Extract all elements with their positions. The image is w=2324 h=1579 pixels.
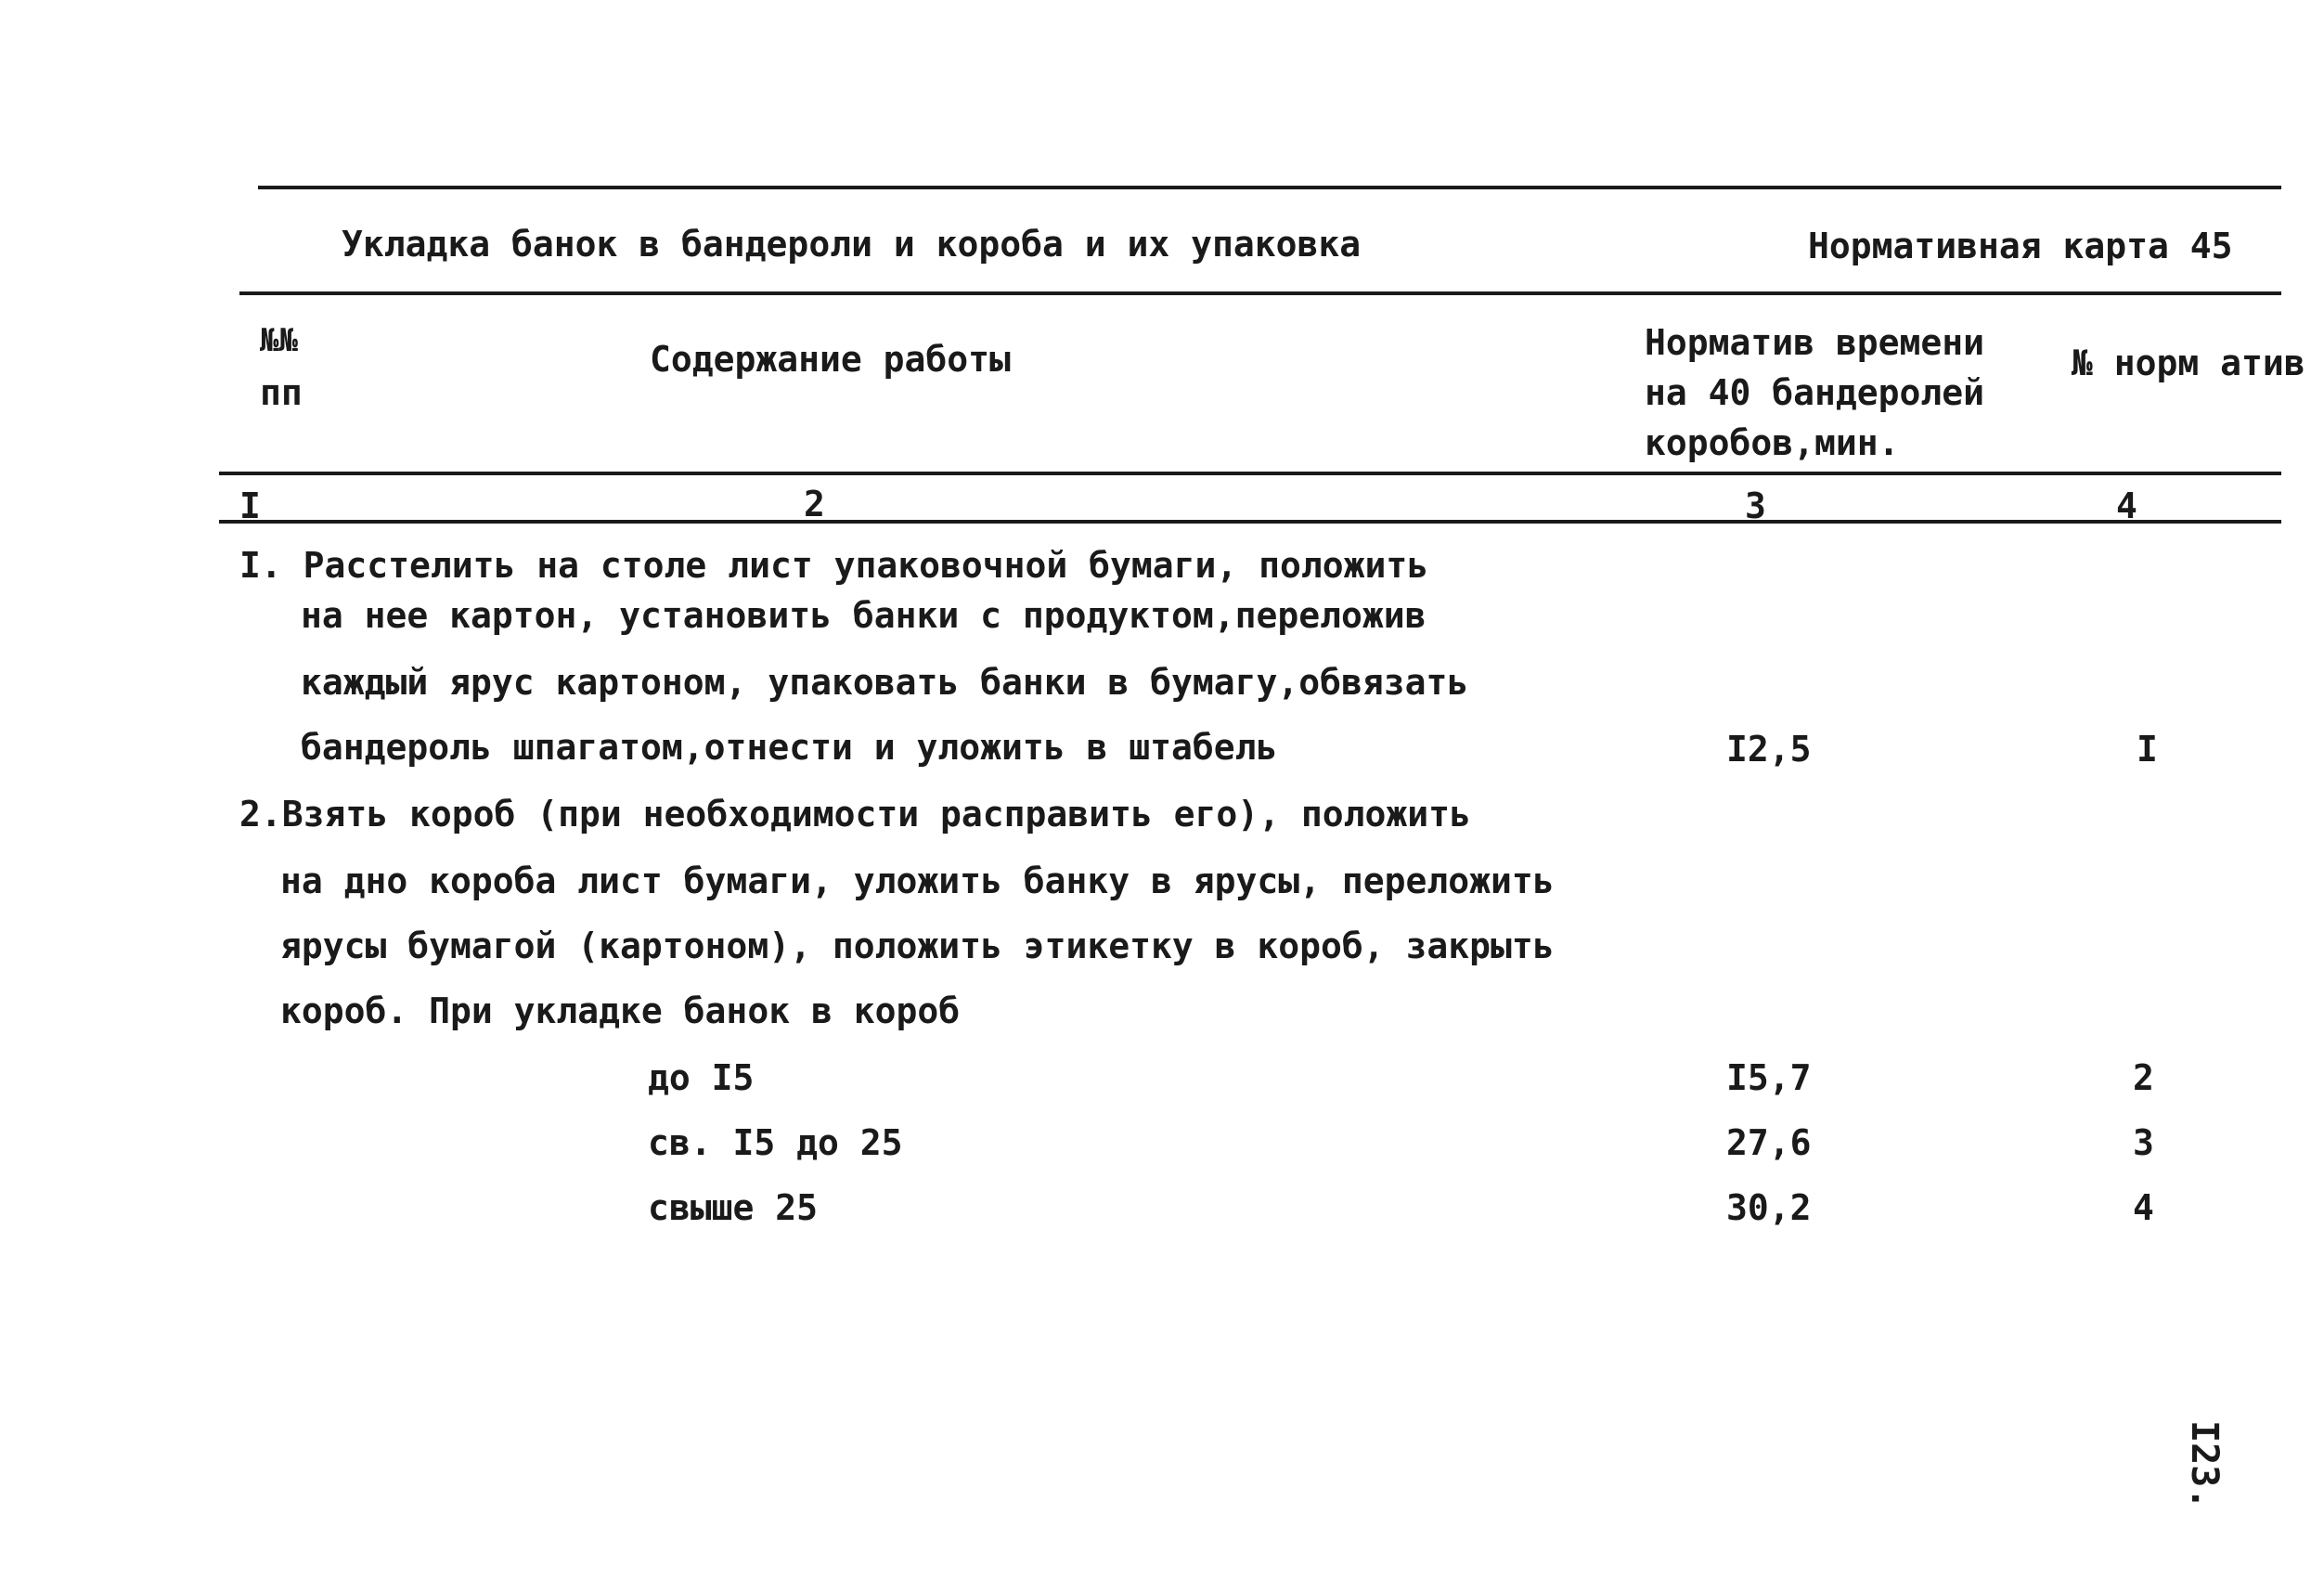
col-header-num-line1: №№ (260, 322, 298, 359)
col-header-norm-line1: Норматив времени (1645, 322, 1985, 363)
col-number-3: 3 (1745, 485, 1766, 526)
item2-row1-label: до I5 (648, 1057, 755, 1098)
item1-norm-no: I (2137, 729, 2158, 770)
item1-time: I2,5 (1726, 729, 1812, 770)
item2-row3-norm-no: 4 (2133, 1187, 2154, 1228)
item2-row2-norm-no: 3 (2133, 1122, 2154, 1163)
item1-line4: бандероль шпагатом,отнести и уложить в штабель (301, 727, 1278, 768)
col-number-2: 2 (804, 484, 825, 524)
item2-line1: 2.Взять короб (при необходимости расправить его), положить (239, 794, 1471, 835)
col-header-norm-line2: на 40 бандеролей (1645, 372, 1985, 413)
item2-line3: ярусы бумагой (картоном), положить этикетку в короб, закрыть (280, 925, 1555, 966)
item2-row3-label: свыше 25 (648, 1187, 819, 1228)
col-header-norm-no: № норм атив (2072, 343, 2305, 383)
top-rule (258, 186, 2281, 189)
card-number: Нормативная карта 45 (1808, 226, 2233, 266)
col-number-4: 4 (2116, 485, 2137, 526)
item1-line2: на нее картон, установить банки с продуктом,переложив (301, 595, 1427, 636)
item2-row1-norm-no: 2 (2133, 1057, 2154, 1098)
page-number: I23. (2183, 1420, 2226, 1510)
header-rule (239, 291, 2281, 295)
item1-line3: каждый ярус картоном, упаковать банки в бумагу,обвязать (301, 662, 1469, 703)
item2-line2: на дно короба лист бумаги, уложить банку в ярусы, переложить (280, 861, 1555, 901)
col-header-norm-line3: коробов,мин. (1645, 422, 1900, 463)
col-numbers-rule (219, 520, 2281, 524)
item2-row2-label: св. I5 до 25 (648, 1122, 903, 1163)
col-header-content: Содержание работы (650, 339, 1011, 380)
columns-header-rule (219, 472, 2281, 475)
item2-row1-time: I5,7 (1726, 1057, 1812, 1098)
col-number-1: I (239, 485, 261, 526)
document-title: Укладка банок в бандероли и короба и их упаковка (342, 224, 1362, 265)
item2-row2-time: 27,6 (1726, 1122, 1812, 1163)
item2-row3-time: 30,2 (1726, 1187, 1812, 1228)
item2-line4: короб. При укладке банок в короб (280, 990, 961, 1031)
item1-line1: I. Расстелить на столе лист упаковочной бумаги, положить (239, 545, 1429, 586)
col-header-num-line2: пп (260, 372, 303, 413)
